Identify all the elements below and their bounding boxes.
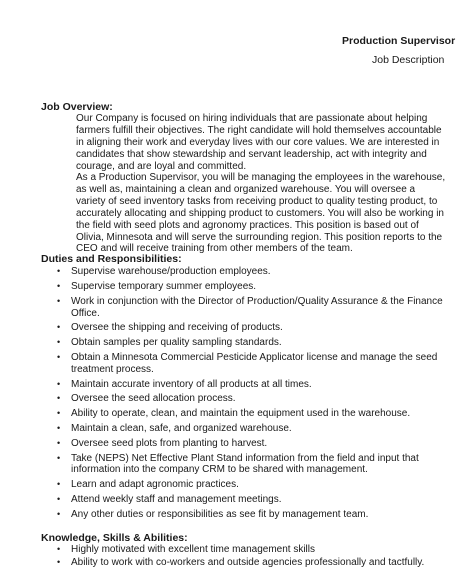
bullet-icon: • xyxy=(57,557,61,568)
list-item: • Work in conjunction with the Director of Production/Quality Assurance & the Finance Office. xyxy=(57,295,443,319)
bullet-icon: • xyxy=(57,351,61,362)
list-item: • Obtain a Minnesota Commercial Pesticide Applicator license and manage the seed treatment process. xyxy=(57,351,438,375)
bullet-icon: • xyxy=(57,437,61,448)
list-item: • Obtain samples per quality sampling standards. xyxy=(57,337,282,349)
list-item: • Highly motivated with excellent time management skills xyxy=(57,544,315,555)
document-subtitle: Job Description xyxy=(372,54,445,66)
list-item: • Oversee the shipping and receiving of products. xyxy=(57,322,283,334)
list-item: • Learn and adapt agronomic practices. xyxy=(57,479,239,491)
bullet-icon: • xyxy=(57,408,61,419)
list-item: • Ability to operate, clean, and maintain the equipment used in the warehouse. xyxy=(57,408,411,420)
bullet-icon: • xyxy=(57,544,61,554)
list-item: • Oversee seed plots from planting to harvest. xyxy=(57,437,268,449)
bullet-icon: • xyxy=(57,266,61,276)
list-item: • Maintain accurate inventory of all products at all times. xyxy=(57,378,312,390)
bullet-icon: • xyxy=(57,337,61,348)
list-item: • Maintain a clean, safe, and organized warehouse. xyxy=(57,422,292,434)
bullet-icon: • xyxy=(57,494,61,505)
list-item: • Supervise temporary summer employees. xyxy=(57,280,257,292)
job-overview-heading: Job Overview: xyxy=(41,101,113,113)
skills-list xyxy=(55,544,445,570)
bullet-icon: • xyxy=(57,322,61,333)
document-title: Production Supervisor xyxy=(342,35,456,47)
bullet-icon: • xyxy=(57,280,61,291)
bullet-icon: • xyxy=(57,479,61,490)
overview-paragraph-1: Our Company is focused on hiring individuals that are passionate about helping farmers fulfill their objectives. The right candidate will hold themselves accountable in aligning their work and everyday lives with our core values. We are interested in candidates that show stewardship and servant leadership, act with integrity and courage, and are loyal and committed. xyxy=(76,113,442,172)
bullet-icon: • xyxy=(57,295,61,306)
list-item: • Take (NEPS) Net Effective Plant Stand information from the field and input that information into the company CRM to be shared with management. xyxy=(57,452,419,476)
skills-heading: Knowledge, Skills & Abilities: xyxy=(41,532,188,544)
duties-list xyxy=(55,266,445,524)
list-item: • Attend weekly staff and management meetings. xyxy=(57,494,282,506)
list-item: • Supervise warehouse/production employees. xyxy=(57,266,271,277)
list-item: • Ability to work with co-workers and outside agencies professionally and tactfully. xyxy=(57,557,425,569)
duties-heading: Duties and Responsibilities: xyxy=(41,253,182,265)
bullet-icon: • xyxy=(57,393,61,404)
bullet-icon: • xyxy=(57,508,61,519)
bullet-icon: • xyxy=(57,378,61,389)
overview-paragraph-2: As a Production Supervisor, you will be managing the employees in the warehouse, as well as, maintaining a clean and organized warehouse. You will oversee a variety of seed inventory tasks from receiving product to quality testing product, to accurately allocating and shipping product to customers. You will also be working in the field with seed plots and agronomy practices. This position is based out of Olivia, Minnesota and will serve the surrounding region. This position reports to the CEO and will receive training from other members of the team. xyxy=(76,172,446,255)
list-item: • Oversee the seed allocation process. xyxy=(57,393,236,405)
list-item: • Any other duties or responsibilities as see fit by management team. xyxy=(57,508,369,520)
bullet-icon: • xyxy=(57,452,61,463)
bullet-icon: • xyxy=(57,422,61,433)
